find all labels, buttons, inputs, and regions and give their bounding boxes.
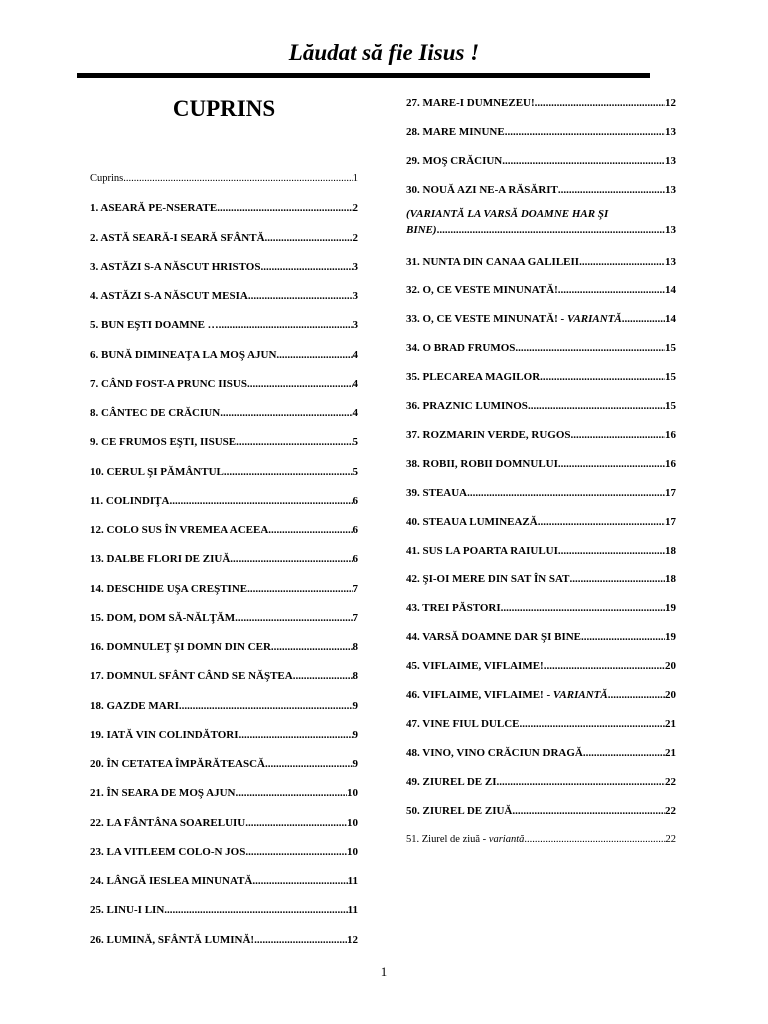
toc-entry[interactable] bbox=[90, 903, 358, 917]
toc-entry-title: 51. Ziurel de ziuă - variantă bbox=[406, 833, 525, 845]
toc-entry-page: 4 bbox=[352, 407, 358, 419]
toc-entry[interactable] bbox=[90, 465, 358, 479]
toc-entry-title: 30. NOUĂ AZI NE-A RĂSĂRIT bbox=[406, 183, 558, 196]
toc-entry[interactable] bbox=[406, 515, 676, 529]
toc-leader-dots bbox=[236, 435, 352, 449]
toc-entry-page: 9 bbox=[352, 728, 358, 741]
toc-leader-dots bbox=[515, 341, 665, 355]
toc-leader-dots bbox=[558, 457, 665, 471]
toc-entry-title: 12. COLO SUS ÎN VREMEA ACEEA bbox=[90, 524, 269, 536]
toc-entry[interactable] bbox=[90, 406, 358, 420]
toc-leader-dots bbox=[265, 231, 353, 245]
toc-entry[interactable] bbox=[406, 312, 676, 326]
toc-entry[interactable] bbox=[406, 659, 676, 673]
toc-entry-title: 28. MARE MINUNE bbox=[406, 125, 505, 138]
toc-leader-dots bbox=[123, 172, 352, 186]
toc-leader-dots bbox=[276, 348, 352, 362]
toc-leader-dots bbox=[252, 874, 347, 888]
toc-entry-page: 21 bbox=[665, 717, 676, 730]
toc-entry[interactable] bbox=[406, 833, 676, 847]
toc-entry-title: 23. LA VITLEEM COLO-N JOS bbox=[90, 845, 246, 858]
toc-entry-page: 11 bbox=[347, 875, 358, 887]
toc-leader-dots bbox=[571, 428, 665, 442]
toc-entry-page: 9 bbox=[352, 699, 358, 712]
toc-heading: CUPRINS bbox=[172, 96, 276, 121]
toc-entry-title: 20. ÎN CETATEA ÎMPĂRĂTEASCĂ bbox=[90, 758, 266, 770]
toc-leader-dots bbox=[230, 552, 352, 566]
toc-entry[interactable] bbox=[406, 775, 676, 789]
toc-entry-page: 13 bbox=[665, 255, 676, 268]
toc-entry-title: 34. O BRAD FRUMOS bbox=[406, 342, 516, 355]
toc-leader-dots bbox=[235, 786, 347, 800]
toc-entry-title: 13. DALBE FLORI DE ZIUĂ bbox=[90, 553, 231, 566]
toc-entry-title: 42. ŞI-OI MERE DIN SAT ÎN SAT bbox=[406, 573, 570, 586]
toc-leader-dots bbox=[622, 312, 665, 326]
toc-entry-page: 13 bbox=[665, 125, 676, 138]
toc-leader-dots bbox=[540, 370, 665, 384]
toc-entry[interactable] bbox=[90, 611, 358, 625]
toc-entry[interactable] bbox=[90, 874, 358, 888]
toc-entry-page: 16 bbox=[665, 428, 676, 441]
toc-leader-dots bbox=[245, 816, 347, 830]
toc-leader-dots bbox=[524, 833, 665, 847]
toc-leader-dots bbox=[169, 494, 352, 508]
toc-leader-dots bbox=[538, 515, 665, 529]
toc-entry[interactable] bbox=[90, 816, 358, 830]
toc-leader-dots bbox=[245, 845, 347, 859]
toc-entry[interactable] bbox=[406, 154, 676, 168]
toc-entry-page: 12 bbox=[665, 97, 676, 109]
toc-entry[interactable] bbox=[90, 699, 358, 713]
toc-entry[interactable] bbox=[406, 572, 676, 586]
toc-entry-title: 41. SUS LA POARTA RAIULUI bbox=[406, 544, 558, 557]
toc-entry-title: 7. CÂND FOST-A PRUNC IISUS bbox=[90, 377, 247, 390]
toc-leader-dots bbox=[535, 96, 665, 110]
toc-entry[interactable] bbox=[90, 201, 358, 215]
toc-entry-page: 4 bbox=[352, 348, 358, 361]
toc-entry-page: 13 bbox=[665, 223, 676, 236]
toc-entry-title: BINE) bbox=[406, 223, 437, 236]
toc-entry-page: 13 bbox=[665, 154, 676, 167]
toc-entry[interactable] bbox=[90, 289, 358, 303]
toc-entry-page: 14 bbox=[665, 284, 676, 297]
toc-entry-page: 10 bbox=[347, 787, 358, 800]
toc-leader-dots bbox=[248, 289, 353, 303]
toc-entry-title: 9. CE FRUMOS EŞTI, IISUSE bbox=[90, 436, 237, 449]
page-header-title: Lăudat să fie Iisus ! bbox=[288, 40, 480, 65]
toc-leader-dots bbox=[247, 582, 352, 596]
toc-entry[interactable] bbox=[406, 457, 676, 471]
toc-entry-page: 18 bbox=[665, 573, 676, 586]
toc-entry[interactable] bbox=[406, 630, 676, 644]
toc-entry-page: 4 bbox=[352, 377, 358, 390]
toc-leader-dots bbox=[528, 399, 665, 413]
toc-entry-title: 47. VINE FIUL DULCE bbox=[406, 717, 520, 730]
toc-entry-title: 32. O, CE VESTE MINUNATĂ! bbox=[406, 284, 558, 297]
toc-entry-page: 16 bbox=[665, 457, 676, 470]
toc-entry[interactable] bbox=[90, 348, 358, 362]
toc-entry-page: 17 bbox=[665, 486, 676, 499]
toc-entry-page: 19 bbox=[665, 602, 676, 615]
toc-entry-page: 8 bbox=[352, 670, 358, 683]
toc-entry[interactable] bbox=[406, 544, 676, 558]
toc-entry[interactable] bbox=[406, 746, 676, 760]
toc-entry-page: 22 bbox=[665, 804, 676, 817]
toc-leader-dots bbox=[558, 183, 665, 197]
toc-entry[interactable] bbox=[90, 435, 358, 449]
toc-entry-title: 2. ASTĂ SEARĂ-I SEARĂ SFÂNTĂ bbox=[90, 231, 265, 244]
toc-entry-page: 6 bbox=[352, 553, 358, 566]
toc-leader-dots bbox=[265, 757, 352, 771]
toc-leader-dots bbox=[558, 544, 665, 558]
page-number: 1 bbox=[380, 964, 388, 979]
toc-entry-page: 13 bbox=[665, 183, 676, 196]
toc-leader-dots bbox=[224, 465, 353, 479]
toc-leader-dots bbox=[179, 699, 353, 713]
toc-entry-title: 35. PLECAREA MAGILOR bbox=[406, 371, 541, 384]
toc-leader-dots bbox=[520, 717, 666, 731]
variant-label: VARIANTĂ bbox=[566, 313, 622, 326]
toc-leader-dots bbox=[502, 154, 665, 168]
toc-entry-page: 10 bbox=[347, 845, 358, 858]
toc-entry-title: 22. LA FÂNTÂNA SOARELUIU bbox=[90, 816, 246, 829]
toc-entry-title: 5. BUN EŞTI DOAMNE … bbox=[90, 319, 219, 332]
toc-entry-title: 39. STEAUA bbox=[406, 486, 468, 499]
toc-entry-title: 50. ZIUREL DE ZIUĂ bbox=[406, 804, 513, 817]
toc-entry-title: 1. ASEARĂ PE-NSERATE bbox=[90, 202, 218, 215]
toc-entry-title: 37. ROZMARIN VERDE, RUGOS bbox=[406, 428, 571, 441]
toc-entry-page: 18 bbox=[665, 544, 676, 557]
toc-entry[interactable] bbox=[406, 717, 676, 731]
toc-entry[interactable] bbox=[90, 582, 358, 596]
toc-entry-page: 20 bbox=[665, 660, 676, 673]
toc-entry[interactable] bbox=[406, 255, 676, 269]
toc-entry[interactable] bbox=[90, 318, 358, 332]
toc-leader-dots bbox=[570, 572, 665, 586]
toc-entry-page: 6 bbox=[352, 494, 358, 507]
toc-entry-title: 15. DOM, DOM SĂ-NĂLŢĂM bbox=[90, 611, 236, 624]
toc-entry[interactable] bbox=[406, 601, 676, 615]
toc-leader-dots bbox=[247, 377, 353, 391]
toc-leader-dots bbox=[581, 630, 665, 644]
toc-entry-page: 10 bbox=[347, 816, 358, 829]
toc-entry-title: 40. STEAUA LUMINEAZĂ bbox=[406, 515, 538, 528]
toc-leader-dots bbox=[579, 255, 665, 269]
toc-entry-title: 16. DOMNULEŢ ŞI DOMN DIN CER bbox=[90, 641, 271, 653]
toc-entry-title: 29. MOŞ CRĂCIUN bbox=[406, 154, 503, 167]
toc-entry-page: 2 bbox=[352, 231, 358, 244]
toc-entry-title: 44. VARSĂ DOAMNE DAR ŞI BINE bbox=[406, 631, 582, 644]
toc-entry[interactable] bbox=[90, 728, 358, 742]
toc-entry-page: 19 bbox=[665, 631, 676, 644]
toc-entry-page: 11 bbox=[347, 904, 358, 917]
toc-leader-dots bbox=[437, 223, 665, 237]
toc-entry-page: 14 bbox=[665, 313, 676, 326]
toc-leader-dots bbox=[558, 283, 665, 297]
toc-leader-dots bbox=[164, 903, 347, 917]
toc-entry-page: 15 bbox=[665, 400, 676, 412]
toc-entry-title: 27. MARE-I DUMNEZEU! bbox=[406, 97, 535, 109]
toc-entry-title: 45. VIFLAIME, VIFLAIME! bbox=[406, 660, 544, 673]
toc-entry[interactable] bbox=[90, 552, 358, 566]
toc-entry-page: 22 bbox=[665, 833, 676, 845]
toc-leader-dots bbox=[293, 669, 353, 683]
toc-entry-title: 25. LINU-I LIN bbox=[90, 904, 165, 917]
toc-entry[interactable] bbox=[406, 223, 676, 237]
toc-leader-dots bbox=[512, 804, 665, 818]
toc-leader-dots bbox=[467, 486, 665, 500]
header-divider bbox=[77, 73, 650, 78]
toc-entry-title: 18. GAZDE MARI bbox=[90, 699, 179, 712]
toc-leader-dots bbox=[271, 640, 353, 654]
toc-entry-page: 5 bbox=[352, 436, 358, 449]
toc-entry[interactable] bbox=[90, 172, 358, 186]
toc-leader-dots bbox=[220, 406, 352, 420]
toc-entry-title: 36. PRAZNIC LUMINOS bbox=[406, 400, 528, 412]
toc-entry-title: 21. ÎN SEARA DE MOŞ AJUN bbox=[90, 787, 236, 800]
toc-entry-page: 3 bbox=[352, 319, 358, 332]
toc-entry-title: 14. DESCHIDE UŞA CREŞTINE bbox=[90, 582, 248, 595]
toc-entry-page: 2 bbox=[352, 202, 358, 215]
toc-leader-dots bbox=[544, 659, 665, 673]
toc-entry-page: 3 bbox=[352, 290, 358, 302]
toc-entry-page: 17 bbox=[665, 515, 676, 528]
toc-entry-title: 17. DOMNUL SFÂNT CÂND SE NĂŞTEA bbox=[90, 670, 293, 683]
toc-entry-title: 3. ASTĂZI S-A NĂSCUT HRISTOS bbox=[90, 260, 261, 273]
toc-entry-page: 6 bbox=[352, 524, 358, 536]
toc-entry[interactable] bbox=[406, 428, 676, 442]
toc-entry-title: 10. CERUL ŞI PĂMÂNTUL bbox=[90, 465, 224, 478]
toc-entry-page: 7 bbox=[352, 611, 358, 624]
toc-entry[interactable] bbox=[90, 669, 358, 683]
toc-entry[interactable] bbox=[406, 183, 676, 197]
toc-leader-dots bbox=[254, 933, 347, 947]
toc-entry-page: 7 bbox=[352, 582, 358, 595]
toc-entry[interactable] bbox=[90, 786, 358, 800]
toc-entry[interactable] bbox=[90, 377, 358, 391]
toc-entry[interactable] bbox=[406, 283, 676, 297]
toc-entry[interactable] bbox=[406, 370, 676, 384]
toc-leader-dots bbox=[239, 728, 353, 742]
toc-entry-title: 33. O, CE VESTE MINUNATĂ! - VARIANTĂ bbox=[406, 313, 622, 326]
toc-entry-title: 31. NUNTA DIN CANAA GALILEII bbox=[406, 255, 580, 268]
toc-entry-page: 5 bbox=[352, 465, 358, 478]
toc-entry[interactable] bbox=[90, 933, 358, 947]
toc-entry[interactable] bbox=[406, 341, 676, 355]
toc-entry-page: 12 bbox=[347, 933, 358, 946]
toc-entry-title: 24. LÂNGĂ IESLEA MINUNATĂ bbox=[90, 875, 253, 887]
toc-leader-dots bbox=[217, 201, 352, 215]
toc-entry-page: 3 bbox=[352, 260, 358, 273]
toc-entry[interactable] bbox=[90, 845, 358, 859]
variant-label: variantă bbox=[488, 833, 525, 845]
toc-entry[interactable] bbox=[90, 523, 358, 537]
toc-entry[interactable] bbox=[406, 125, 676, 139]
toc-leader-dots bbox=[496, 775, 665, 789]
toc-entry-title: 46. VIFLAIME, VIFLAIME! - VARIANTĂ bbox=[406, 689, 608, 701]
variant-label: VARIANTĂ bbox=[552, 689, 608, 701]
toc-entry-title: 49. ZIUREL DE ZI bbox=[406, 775, 497, 788]
toc-leader-dots bbox=[608, 688, 665, 702]
toc-entry[interactable] bbox=[90, 494, 358, 508]
toc-entry[interactable] bbox=[90, 231, 358, 245]
toc-leader-dots bbox=[501, 601, 665, 615]
toc-entry-page: 9 bbox=[352, 758, 358, 770]
toc-entry-title: 6. BUNĂ DIMINEAŢA LA MOŞ AJUN bbox=[90, 348, 277, 361]
toc-entry[interactable] bbox=[406, 399, 676, 413]
toc-leader-dots bbox=[505, 125, 665, 139]
toc-leader-dots bbox=[260, 260, 352, 274]
toc-entry-page: 8 bbox=[352, 641, 358, 653]
toc-entry-title: 48. VINO, VINO CRĂCIUN DRAGĂ bbox=[406, 746, 583, 759]
toc-entry[interactable] bbox=[406, 804, 676, 818]
toc-entry-title: 38. ROBII, ROBII DOMNULUI bbox=[406, 457, 558, 470]
toc-entry-title: 4. ASTĂZI S-A NĂSCUT MESIA bbox=[90, 290, 248, 302]
toc-entry[interactable] bbox=[406, 486, 676, 500]
toc-entry-line1[interactable]: (VARIANTĂ LA VARSĂ DOAMNE HAR ŞI bbox=[406, 207, 609, 220]
toc-entry-title: 8. CÂNTEC DE CRĂCIUN bbox=[90, 407, 221, 419]
toc-entry-title: 26. LUMINĂ, SFÂNTĂ LUMINĂ! bbox=[90, 933, 255, 946]
toc-entry-page: 15 bbox=[665, 342, 676, 355]
toc-entry[interactable] bbox=[406, 96, 676, 110]
toc-entry-title: Cuprins bbox=[90, 173, 124, 184]
toc-leader-dots bbox=[268, 523, 352, 537]
toc-entry-title: 43. TREI PĂSTORI bbox=[406, 602, 501, 615]
toc-leader-dots bbox=[583, 746, 665, 760]
toc-entry-page: 21 bbox=[665, 746, 676, 759]
toc-entry-page: 20 bbox=[665, 689, 676, 701]
toc-entry[interactable] bbox=[90, 640, 358, 654]
toc-entry-page: 15 bbox=[665, 371, 676, 384]
toc-leader-dots bbox=[235, 611, 352, 625]
toc-entry-page: 1 bbox=[352, 173, 358, 184]
toc-entry-title: 11. COLINDIŢA bbox=[90, 494, 170, 507]
toc-entry[interactable] bbox=[90, 260, 358, 274]
toc-entry-title: 19. IATĂ VIN COLINDĂTORI bbox=[90, 728, 239, 741]
toc-entry[interactable] bbox=[90, 757, 358, 771]
toc-leader-dots bbox=[219, 318, 353, 332]
toc-entry-page: 22 bbox=[665, 775, 676, 788]
toc-entry[interactable] bbox=[406, 688, 676, 702]
